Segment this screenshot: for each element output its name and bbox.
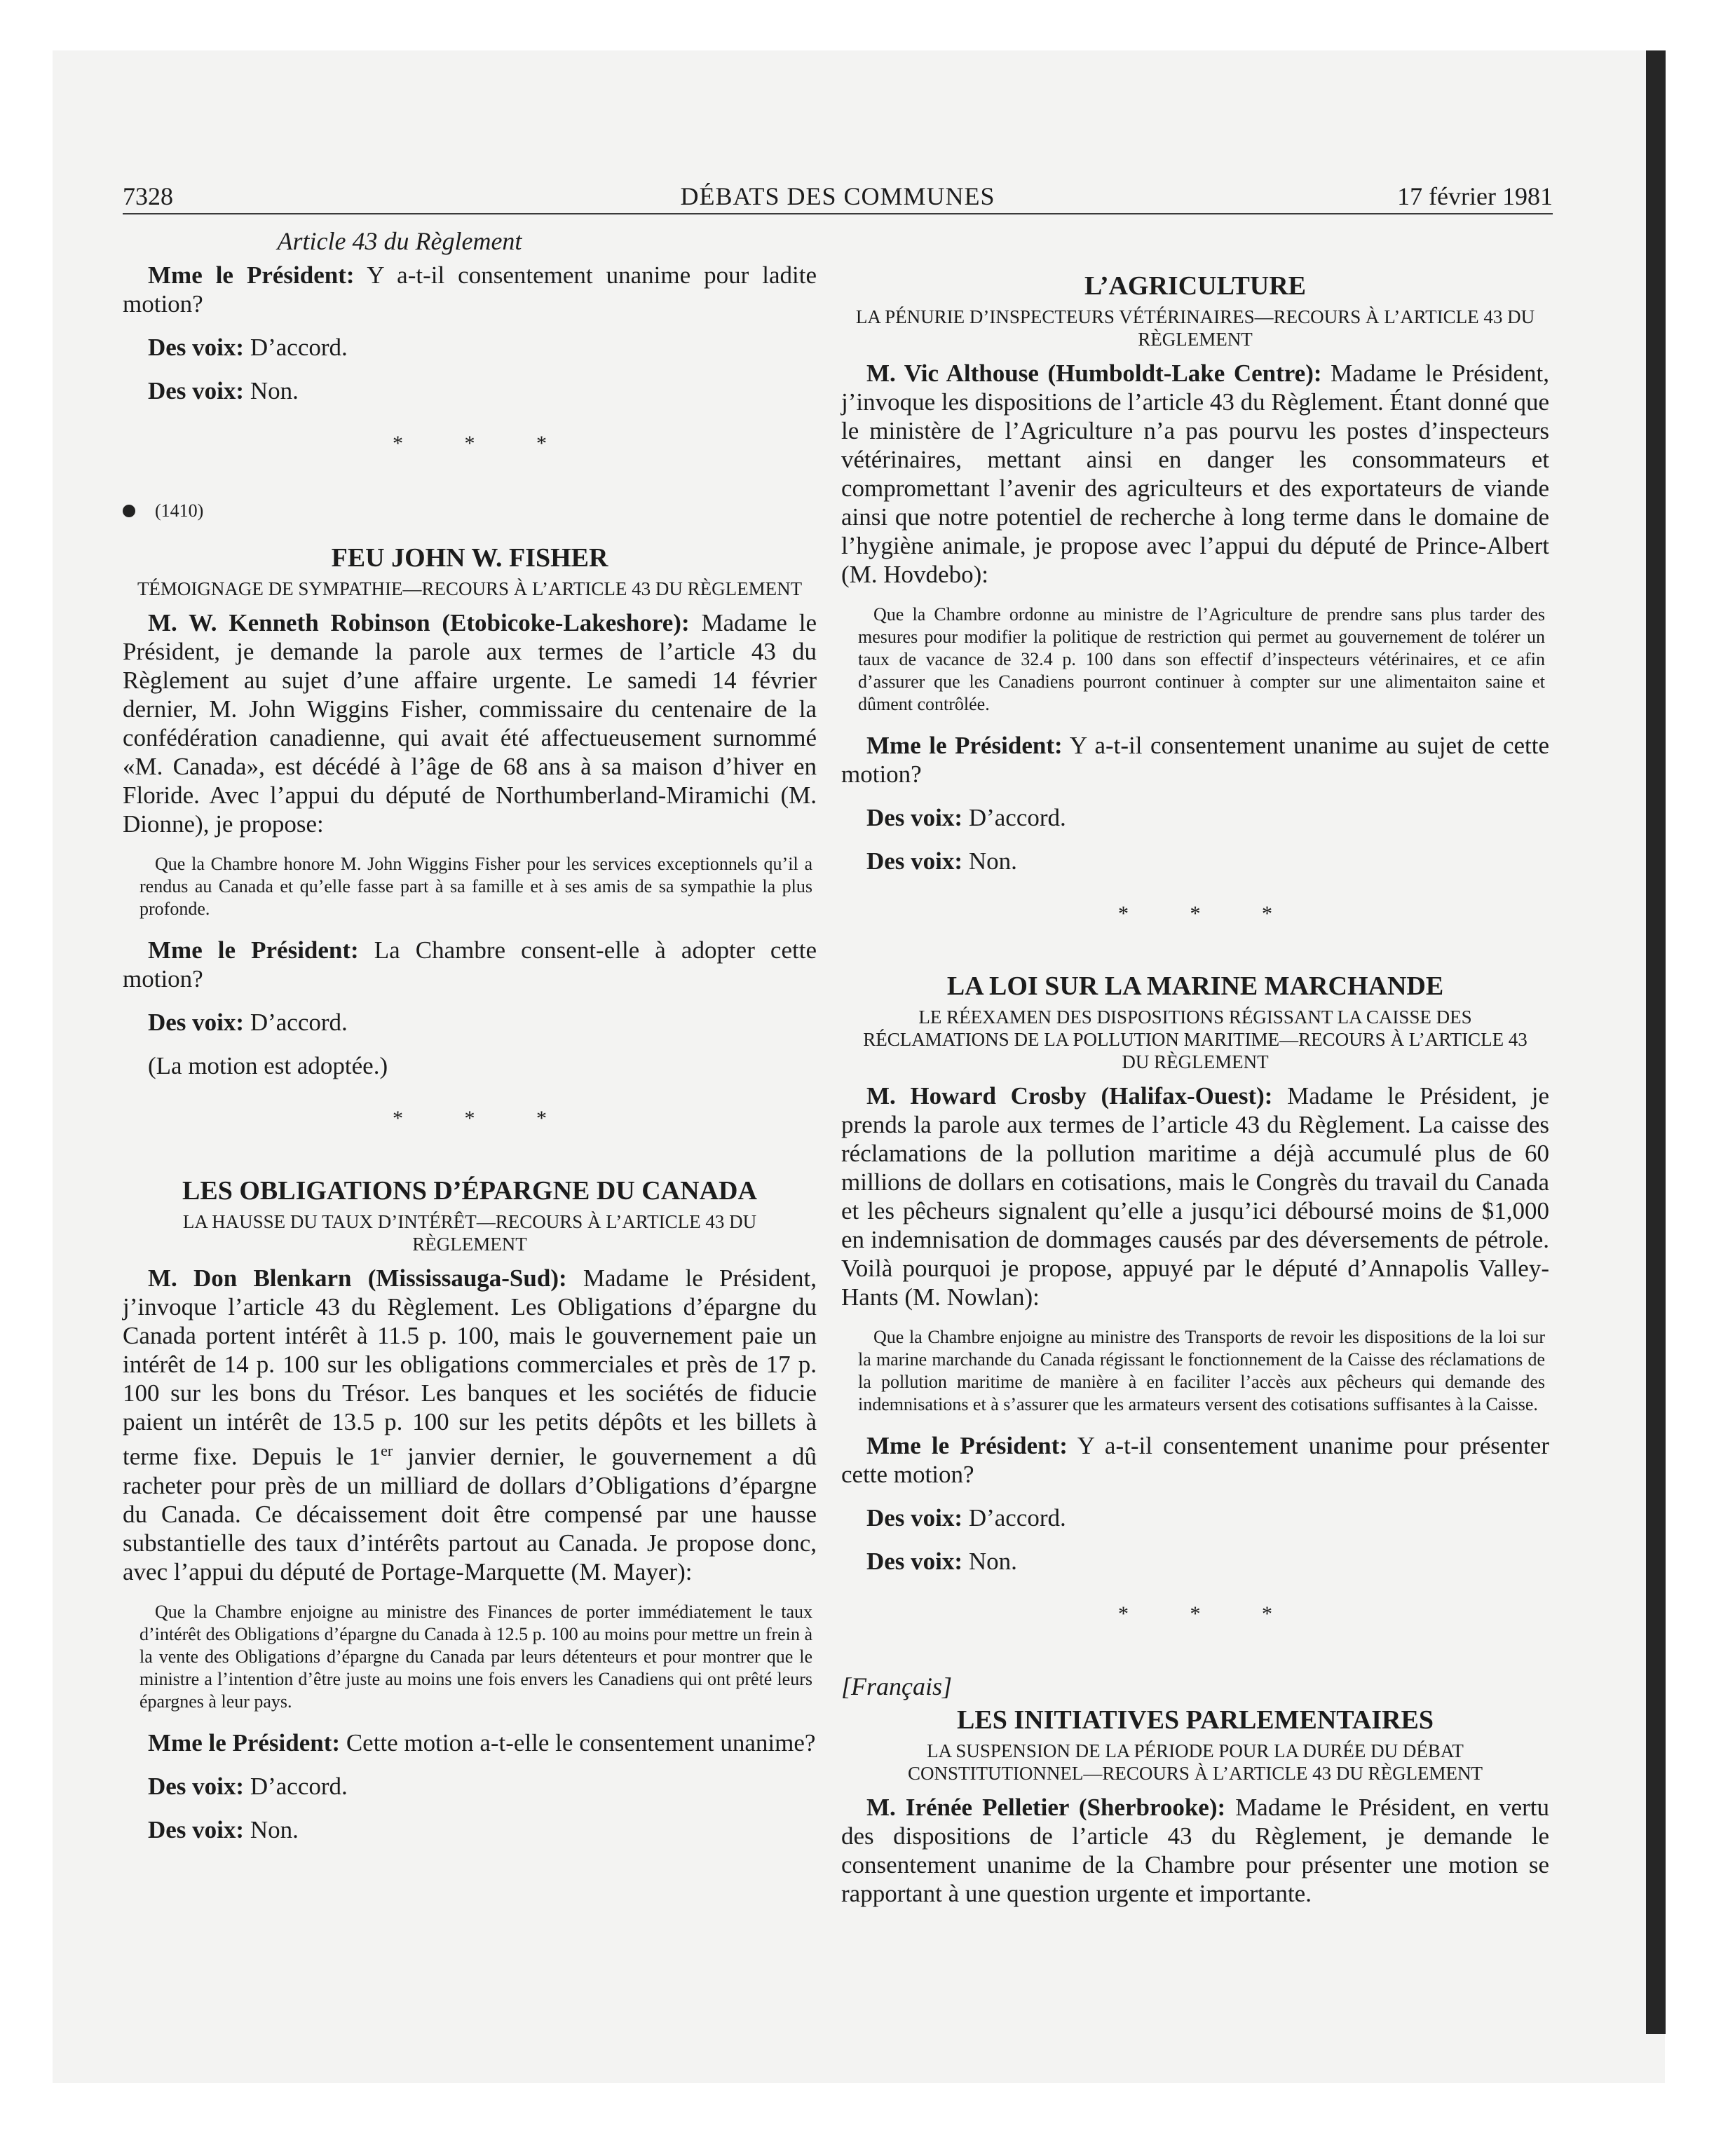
page-header (123, 181, 1553, 214)
page-number: 7328 (123, 182, 173, 210)
section-heading: LA LOI SUR LA MARINE MARCHANDE (946, 971, 1444, 1001)
speaker-name: Mme le Président: (148, 1728, 341, 1756)
bullet-icon (123, 505, 135, 517)
language-label: [Français] (841, 1672, 953, 1700)
speaker-name: Des voix: (866, 1548, 963, 1575)
motion-text: Que la Chambre enjoigne au ministre des Transports de revoir les dispositions de la loi sur la marine marchande du Canada régissant le fonctionnement de la Caisse des réclamations de la pollution maritime de manière à en faciliter l’accès aux pêcheurs qui demande des indemnisations et à s’assurer que les armateurs versent des cotisations suffisantes à la Caisse. (858, 1327, 1545, 1414)
speaker-name: Des voix: (148, 1772, 245, 1800)
paragraph (123, 936, 817, 993)
speaker-name: Mme le Président: (148, 936, 359, 964)
speech-text: Y a-t-il consentement unanime au sujet de cette motion? (841, 732, 1549, 788)
section-separator: * * * (393, 432, 575, 455)
section-separator: * * * (1118, 902, 1300, 925)
speaker-name: Des voix: (148, 1009, 245, 1036)
paragraph (123, 1772, 817, 1801)
time-marker (123, 500, 817, 521)
speech-text: D’accord. (962, 804, 1066, 831)
section-subheading: LE RÉEXAMEN DES DISPOSITIONS RÉGISSANT LA CAISSE DES RÉCLAMATIONS DE LA POLLUTION MARITIME—RECOURS À L’ARTICLE 43 DU RÈGLEMENT (863, 1007, 1528, 1072)
speaker-name: Des voix: (866, 804, 963, 831)
speech-text: Madame le Président, je demande la parole aux termes de l’article 43 du Règlement au sujet d’une affaire urgente. Le samedi 14 février dernier, M. John Wiggins Fisher, commissaire du centenaire de la confédération canadienne, qui avait été affectueusement surnommé «M. Canada», est décédé à l’âge de 68 ans à sa maison d’hiver en Floride. Avec l’appui du député de Northumberland-Miramichi (M. Dionne), je propose: (123, 609, 817, 838)
paragraph (841, 1547, 1549, 1576)
paragraph: (La motion est adoptée.) (148, 1052, 388, 1079)
speaker-name: Des voix: (148, 377, 245, 404)
motion-text: Que la Chambre enjoigne au ministre des Finances de porter immédiatement le taux d’intérêt des Obligations d’épargne du Canada à 12.5 p. 100 au moins pour mettre un frein à la vente des Obligations d’épargne du Canada par leurs détenteurs et pour montrer que le ministre a l’intention d’être juste au moins une fois envers les Canadiens qui ont prêté leurs épargnes à leur pays. (140, 1601, 812, 1712)
section-subheading: LA HAUSSE DU TAUX D’INTÉRÊT—RECOURS À L’ARTICLE 43 DU RÈGLEMENT (182, 1211, 757, 1255)
speech-text: Madame le Président, je prends la parole aux termes de l’article 43 du Règlement. La caisse des réclamations de la pollution maritime a déjà accumulé plus de 60 millions de dollars en cotisations, mais le Congrès du travail du Canada et les pêcheurs signalent qu’elle a jusqu’ici déboursé moins de $1,000 en indemnisation de dommages causés par des déversements de pétrole. Voilà pourquoi je propose, appuyé par le député d’Annapolis Valley-Hants (M. Nowlan): (841, 1082, 1549, 1311)
speech-text: Madame le Président, en vertu des dispositions de l’article 43 du Règlement, je demande le consentement unanime de la Chambre pour présenter une motion se rapportant à une question urgente et importante. (841, 1794, 1549, 1907)
motion-text: Que la Chambre honore M. John Wiggins Fisher pour les services exceptionnels qu’il a rendus au Canada et qu’elle fasse part à sa famille et à ses amis de sa sympathie la plus profonde. (140, 854, 812, 919)
publication-title: DÉBATS DES COMMUNES (680, 182, 995, 210)
speaker-name: Mme le Président: (866, 732, 1063, 759)
speech-text: D’accord. (962, 1504, 1066, 1531)
paragraph (123, 1728, 817, 1757)
paragraph (841, 847, 1549, 875)
section-heading: L’AGRICULTURE (1084, 271, 1307, 301)
speech-text: Non. (244, 377, 299, 404)
paragraph (841, 1431, 1549, 1489)
speech-text: Y a-t-il consentement unanime pour présenter cette motion? (841, 1432, 1549, 1488)
speaker-name: Mme le Président: (148, 261, 355, 289)
section-heading: LES INITIATIVES PARLEMENTAIRES (957, 1705, 1434, 1735)
paragraph (841, 1082, 1549, 1311)
speech-text: D’accord. (244, 334, 348, 361)
section-heading: LES OBLIGATIONS D’ÉPARGNE DU CANADA (182, 1176, 757, 1206)
speaker-name: M. Howard Crosby (Halifax-Ouest): (866, 1082, 1273, 1110)
speech-text: D’accord. (244, 1772, 348, 1800)
section-subheading: LA SUSPENSION DE LA PÉRIODE POUR LA DURÉE DU DÉBAT CONSTITUTIONNEL—RECOURS À L’ARTICLE 43 DU RÈGLEMENT (907, 1740, 1483, 1784)
speech-text: Y a-t-il consentement unanime pour ladite motion? (123, 261, 817, 318)
section-separator: * * * (393, 1107, 575, 1130)
speech-text: La Chambre consent-elle à adopter cette motion? (123, 936, 817, 992)
speech-text: Non. (244, 1815, 299, 1843)
paragraph (123, 261, 817, 318)
speaker-name: Des voix: (148, 1815, 245, 1843)
speaker-name: M. W. Kenneth Robinson (Etobicoke-Lakeshore): (148, 609, 690, 636)
paragraph (123, 333, 817, 362)
speaker-name: Des voix: (148, 334, 245, 361)
speech-text: janvier dernier, le gouvernement a dû racheter pour près de un milliard de dollars d’Obligations d’épargne du Canada. Ce décaissement doit être compensé par une hausse substantielle des taux d’intérêts partout au Canada. Je propose donc, avec l’appui du député de Portage-Marquette (M. Mayer): (123, 1442, 817, 1585)
paragraph (123, 608, 817, 838)
speech-text: Cette motion a-t-elle le consentement unanime? (340, 1728, 816, 1756)
speech-text: Madame le Président, j’invoque les dispositions de l’article 43 du Règlement. Étant donné que le ministère de l’Agriculture n’a pas pourvu les postes d’inspecteurs vétérinaires, mettant ainsi en danger les consommateurs et compromettant l’avenir des agriculteurs et des exportateurs de viande ainsi que notre potentiel de recherche à long terme dans le domaine de l’hygiène animale, je propose avec l’appui du député de Prince-Albert (M. Hovdebo): (841, 360, 1550, 588)
page-date: 17 février 1981 (1397, 182, 1553, 210)
paragraph (841, 803, 1549, 832)
right-column (841, 226, 1549, 1923)
paragraph (841, 359, 1549, 589)
section-separator: * * * (1118, 1602, 1300, 1625)
speaker-name: Mme le Président: (866, 1432, 1068, 1459)
paragraph (123, 1815, 817, 1844)
speech-text: Non. (962, 847, 1017, 875)
speech-text: Madame le Président, j’invoque l’article 43 du Règlement. Les Obligations d’épargne du Canada portent intérêt à 11.5 p. 100, mais le gouvernement paie un intérêt de 14 p. 100 sur les obligations commerciales et près de 17 p. 100 sur les bons du Trésor. Les banques et les sociétés de fiducie paient un intérêt de 13.5 p. 100 sur les petits dépôts et les billets à terme fixe. Depuis le 1 (123, 1264, 817, 1471)
section-label: Article 43 du Règlement (277, 227, 522, 255)
speaker-name: M. Irénée Pelletier (Sherbrooke): (866, 1794, 1226, 1821)
paragraph (841, 1793, 1549, 1908)
left-column (123, 226, 817, 1859)
speaker-name: Des voix: (866, 1504, 963, 1531)
paragraph (841, 731, 1549, 789)
speech-text: Non. (962, 1548, 1017, 1575)
speaker-name: M. Don Blenkarn (Mississauga-Sud): (148, 1264, 567, 1292)
speech-text: D’accord. (244, 1009, 348, 1036)
section-subheading: LA PÉNURIE D’INSPECTEURS VÉTÉRINAIRES—RECOURS À L’ARTICLE 43 DU RÈGLEMENT (855, 306, 1535, 350)
motion-text: Que la Chambre ordonne au ministre de l’Agriculture de prendre sans plus tarder des mesures pour modifier la politique de restriction qui permet au gouvernement de tolérer un taux de vacance de 32.4 p. 100 dans son effectif d’inspecteurs vétérinaires, et ce afin d’assurer que les Canadiens pourront continuer à compter sur une alimentaiton saine et dûment contrôlée. (858, 604, 1545, 714)
scan-edge-bar (1646, 50, 1666, 2034)
superscript: er (381, 1442, 393, 1459)
speaker-name: Des voix: (866, 847, 963, 875)
paragraph (841, 1503, 1549, 1532)
section-heading: FEU JOHN W. FISHER (331, 543, 608, 573)
speaker-name: M. Vic Althouse (Humboldt-Lake Centre): (866, 360, 1322, 387)
paragraph (123, 376, 817, 405)
time-marker-text: (1410) (155, 500, 204, 521)
paragraph (123, 1008, 817, 1037)
paragraph (123, 1264, 817, 1586)
section-subheading: TÉMOIGNAGE DE SYMPATHIE—RECOURS À L’ARTICLE 43 DU RÈGLEMENT (137, 578, 803, 599)
